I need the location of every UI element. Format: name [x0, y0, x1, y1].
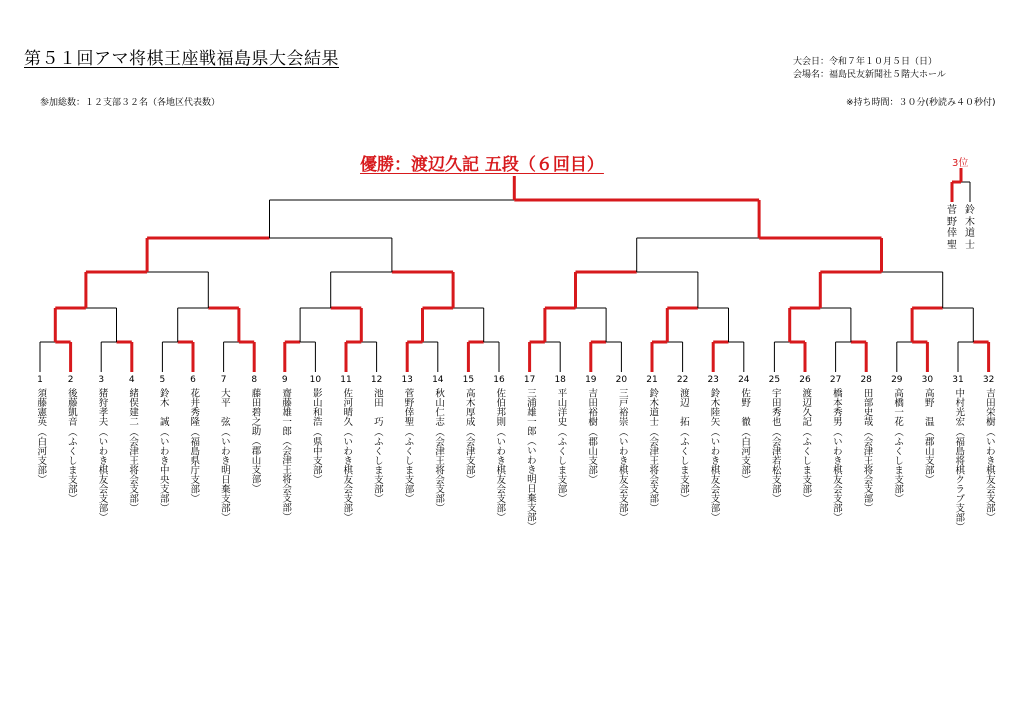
player-club: （ふくしま支部）	[65, 426, 77, 503]
player-club: （いわき明日棄支部）	[218, 426, 230, 522]
player-seed-number: 23	[707, 375, 719, 385]
player-club: （ふくしま支部）	[402, 426, 414, 503]
player-name: 池田 巧	[371, 387, 383, 426]
player-club: （会津王将会支部）	[433, 426, 445, 513]
player-entry	[64, 375, 78, 503]
player-club: （白河支部）	[739, 426, 751, 484]
player-club: （いわき棋友会支部）	[983, 426, 995, 522]
player-seed-number: 15	[462, 375, 475, 385]
player-seed-number: 20	[615, 375, 628, 385]
player-name: 鈴木道士	[647, 387, 659, 426]
player-seed-number: 17	[523, 375, 536, 385]
time-limit-note: ※持ち時間：３０分(秒読み４０秒付)	[846, 98, 996, 108]
player-entry	[186, 375, 200, 503]
player-seed-number: 26	[799, 375, 811, 385]
player-seed-number: 32	[982, 375, 995, 385]
player-club: （白河支部）	[35, 426, 47, 484]
player-seed-number: 22	[676, 375, 689, 385]
player-name: 鈴木 誠	[157, 387, 169, 426]
player-name: 影山和浩	[310, 387, 322, 426]
player-seed-number: 31	[952, 375, 964, 385]
player-entry	[278, 375, 292, 522]
player-seed-number: 2	[67, 375, 74, 385]
player-seed-number: 5	[159, 375, 166, 385]
player-name: 渡辺 拓	[677, 387, 689, 426]
player-name: 高野 温	[922, 387, 934, 426]
player-club: （いわき棋友会支部）	[830, 426, 842, 522]
player-name: 田部史哉	[861, 387, 873, 426]
player-entry	[951, 375, 965, 531]
player-seed-number: 28	[860, 375, 872, 385]
player-name: 吉田栄樹	[983, 387, 995, 426]
player-seed-number: 11	[340, 375, 352, 385]
player-club: （ふくしま支部）	[555, 426, 567, 503]
player-name: 緒俣建二	[127, 387, 139, 426]
player-entry	[982, 375, 996, 522]
player-entry	[33, 375, 47, 484]
player-seed-number: 1	[37, 375, 43, 385]
player-club: （ふくしま支部）	[371, 426, 383, 503]
player-name: 宇田秀也	[769, 387, 781, 426]
player-seed-number: 16	[493, 375, 505, 385]
player-name: 鈴木陸矢	[708, 387, 720, 426]
player-club: （会津支部）	[463, 426, 475, 484]
player-entry	[247, 375, 261, 493]
player-seed-number: 6	[190, 375, 196, 385]
player-entry	[767, 375, 781, 503]
player-name: 佐河晴久	[341, 387, 353, 426]
player-club: （いわき明日棄支部）	[524, 436, 536, 532]
third-place-label: 3位	[952, 158, 969, 169]
player-seed-number: 21	[646, 375, 658, 385]
player-club: （郡山支部）	[922, 426, 934, 484]
player-name: 佐伯邦則	[494, 387, 506, 426]
champion-banner: 優勝：渡辺久記 五段（６回目）	[360, 155, 604, 175]
player-name: 齋藤雄一郎	[280, 387, 292, 436]
player-entry	[645, 375, 659, 512]
player-name: 高木厚成	[463, 387, 475, 426]
player-name: 花井秀隆	[188, 387, 200, 426]
player-club: （いわき棋友会支部）	[616, 426, 628, 522]
player-entry	[859, 375, 873, 512]
player-seed-number: 10	[309, 375, 322, 385]
player-club: （会津王将会支部）	[861, 426, 873, 513]
player-entry	[706, 375, 720, 522]
player-seed-number: 18	[554, 375, 566, 385]
player-entry	[155, 375, 169, 512]
player-entry	[400, 375, 414, 503]
player-entry	[553, 375, 567, 503]
player-club: （ふくしま支部）	[892, 426, 904, 503]
player-name: 大平 弦	[218, 387, 230, 426]
player-club: （会津若松支部）	[769, 426, 781, 503]
player-entry	[829, 375, 843, 522]
player-seed-number: 4	[128, 375, 135, 385]
player-entry	[461, 375, 475, 484]
player-club: （福島県庁支部）	[188, 426, 200, 503]
player-name: 橋本秀男	[830, 387, 842, 426]
player-club: （郡山支部）	[586, 426, 598, 484]
third-place-name: 鈴木道士	[965, 205, 975, 251]
player-club: （会津王将会支部）	[647, 426, 659, 513]
player-club: （ふくしま支部）	[677, 426, 689, 503]
player-entry	[584, 375, 598, 484]
page-title: 第５１回アマ将棋王座戦福島県大会結果	[24, 49, 339, 69]
player-seed-number: 13	[401, 375, 413, 385]
player-name: 菅野倖聖	[402, 387, 414, 426]
player-name: 秋山仁志	[433, 387, 445, 426]
participant-count: 参加総数：１２支部３２名（各地区代表数）	[40, 98, 221, 108]
player-entry	[431, 375, 445, 512]
player-entry	[676, 375, 690, 503]
player-entry	[125, 375, 139, 512]
player-club: （会津王将会支部）	[127, 426, 139, 513]
player-entry	[94, 375, 108, 522]
player-entry	[370, 375, 384, 503]
player-entry	[920, 375, 934, 484]
player-entry	[523, 375, 537, 531]
player-entry	[798, 375, 812, 503]
player-seed-number: 24	[738, 375, 750, 385]
player-club: （会津王将会支部）	[280, 436, 292, 522]
player-entry	[492, 375, 506, 522]
player-club: （いわき棋友会支部）	[708, 426, 720, 522]
player-entry	[339, 375, 353, 522]
player-club: （いわき中央支部）	[157, 426, 169, 513]
player-entry	[614, 375, 628, 522]
player-club: （いわき棋友会支部）	[494, 426, 506, 522]
player-seed-number: 9	[281, 375, 288, 385]
player-seed-number: 12	[370, 375, 383, 385]
player-entry	[217, 375, 231, 522]
player-seed-number: 29	[891, 375, 903, 385]
player-seed-number: 8	[251, 375, 258, 385]
third-place-name: 菅野倖聖	[947, 205, 957, 251]
player-club: （郡山支部）	[249, 436, 261, 494]
player-seed-number: 25	[768, 375, 781, 385]
player-name: 中村光宏	[953, 387, 965, 426]
player-club: （いわき棋友会支部）	[341, 426, 353, 522]
player-name: 後藤凱音	[65, 387, 77, 426]
player-entry	[737, 375, 751, 484]
player-name: 吉田裕樹	[586, 387, 598, 426]
player-seed-number: 19	[585, 375, 597, 385]
player-seed-number: 7	[220, 375, 227, 385]
player-name: 平山洋史	[555, 387, 567, 426]
player-entry	[890, 375, 904, 503]
player-entry	[308, 375, 322, 484]
player-name: 高橋一花	[892, 387, 904, 426]
player-name: 渡辺久記	[800, 387, 812, 426]
player-club: （福島将棋クラブ支部）	[953, 426, 965, 532]
player-seed-number: 3	[98, 375, 105, 385]
player-name: 佐野 徹	[739, 387, 751, 426]
event-date: 大会日：令和７年１０月５日（日）	[793, 57, 938, 67]
player-seed-number: 30	[921, 375, 934, 385]
player-name: 猪狩孝夫	[96, 387, 108, 426]
player-club: （県中支部）	[310, 426, 322, 484]
player-name: 藤田碧之助	[249, 387, 261, 436]
player-name: 須藤憲英	[35, 387, 47, 426]
player-name: 三浦雄一郎	[524, 387, 536, 436]
player-name: 三戸裕崇	[616, 387, 628, 426]
player-seed-number: 14	[432, 375, 444, 385]
player-club: （いわき棋友会支部）	[96, 426, 108, 522]
player-seed-number: 27	[829, 375, 842, 385]
player-club: （ふくしま支部）	[800, 426, 812, 503]
event-venue: 会場名：福島民友新聞社５階大ホール	[793, 70, 946, 80]
